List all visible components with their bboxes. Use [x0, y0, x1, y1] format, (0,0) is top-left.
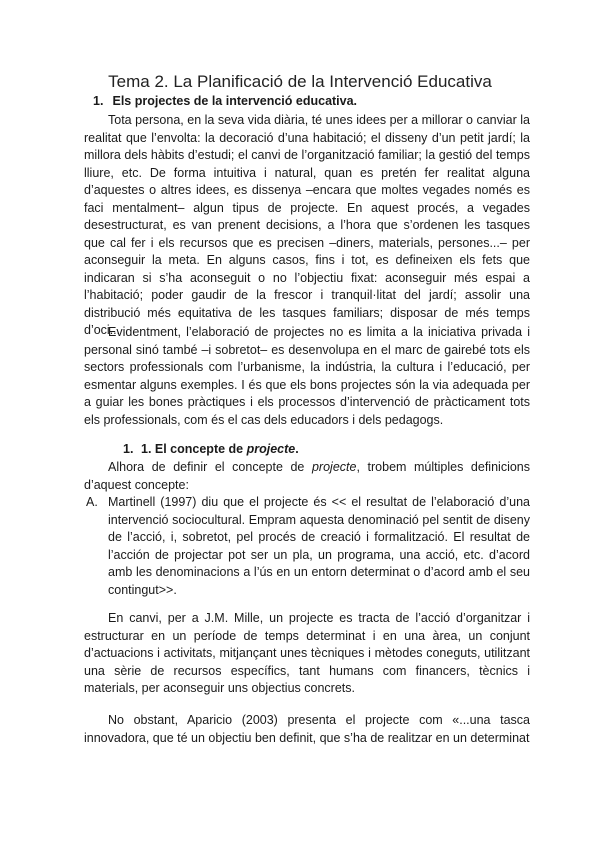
list-item-a: [84, 494, 530, 599]
subsection-number: 1.: [123, 442, 134, 456]
section-number: 1.: [93, 94, 104, 108]
list-item-text: Martinell (1997) diu que el projecte és << el resultat de l’elaboració d’una intervenció sociocultural. Empram aquesta denominació pel sentit de diseny de l’acció, i, sobretot, pel procés de creació i formalització. El resultat de l’acción de projectar pot ser un pla, un programa, una acció, etc. d’acord amb les denominacions a l’ús en un entorn determinat o d’acord amb el seu contingut>>.: [108, 495, 530, 597]
paragraph-definitions-intro: [84, 459, 530, 494]
paragraph-intro: Tota persona, en la seva vida diària, té unes idees per a millorar o canviar la realitat que l’envolta: la decoració d’una habitació; el disseny d’un petit jardí; la millora dels hàbits d’estudi; el canvi de l’organització familiar; la gestió del temps lliure, etc. De forma intuitiva i natural, quan es pretén fer realitat alguna d’aquestes o altres idees, es dissenya –encara que moltes vegades només es faci mentalment– algun tipus de projecte. En aquest procés, a vegades desestructurat, es van prenent decisions, a l’hora que s’ordenen les tasques que cal fer i els recursos que es precisen –diners, materials, persones...– per aconseguir la meta. En alguns casos, fins i tot, es defineixen els fets que indicaran si s’ha aconseguit o no l’objectiu fixat: aconseguir més espai a l’habitació; poder gaudir de la frescor i tranquil·litat del jardí; assolir una distribució més equitativa de les tasques familiars; disposar de més temps d’oci...: [84, 113, 530, 337]
subsection-heading: [123, 442, 299, 456]
paragraph-aparicio-definition: No obstant, Aparicio (2003) presenta el projecte com «...una tasca innovadora, que té un objectiu ben definit, que s’ha de realitzar en un determinat: [84, 713, 530, 745]
list-marker: A.: [86, 495, 98, 509]
page-title: Tema 2. La Planificació de la Intervenció Educativa: [108, 72, 492, 91]
section-heading-text: Els projectes de la intervenció educativa.: [112, 94, 358, 108]
subsection-heading-emphasis: projecte: [246, 442, 296, 456]
paragraph-professional-projects: Evidentment, l’elaboració de projectes no es limita a la iniciativa privada i personal sinó també –i sobretot– es desenvolupa en el marc de gairebé tots els sectors professionals com l’urbanisme, la indústria, la cultura i l’educació, per esmentar alguns exemples. I és que els bons projectes són la via adequada per a guiar les bones pràctiques i els processos d’intervenció de pràcticament tots els professionals, com és el cas dels educadors i dels pedagogs.: [84, 325, 530, 427]
subsection-heading-prefix: 1. El concepte de: [141, 442, 247, 456]
paragraph-mille-definition: En canvi, per a J.M. Mille, un projecte es tracta de l’acció d’organitzar i estructurar en un període de temps determinat i en una àrea, un conjunt d’actuacions i activitats, mitjançant unes tècniques i mètodes coneguts, utilitzant una sèrie de recursos específics, tant humans com financers, tècnics i materials, per aconseguir uns objectius concrets.: [84, 611, 530, 695]
section-heading-1: [93, 94, 357, 108]
emphasis-projecte: projecte: [311, 460, 357, 474]
subsection-heading-suffix: .: [295, 442, 299, 456]
text-run: , trobem múltiples definicions d’aquest concepte:: [84, 460, 530, 492]
text-run: Alhora de definir el concepte de: [108, 460, 312, 474]
